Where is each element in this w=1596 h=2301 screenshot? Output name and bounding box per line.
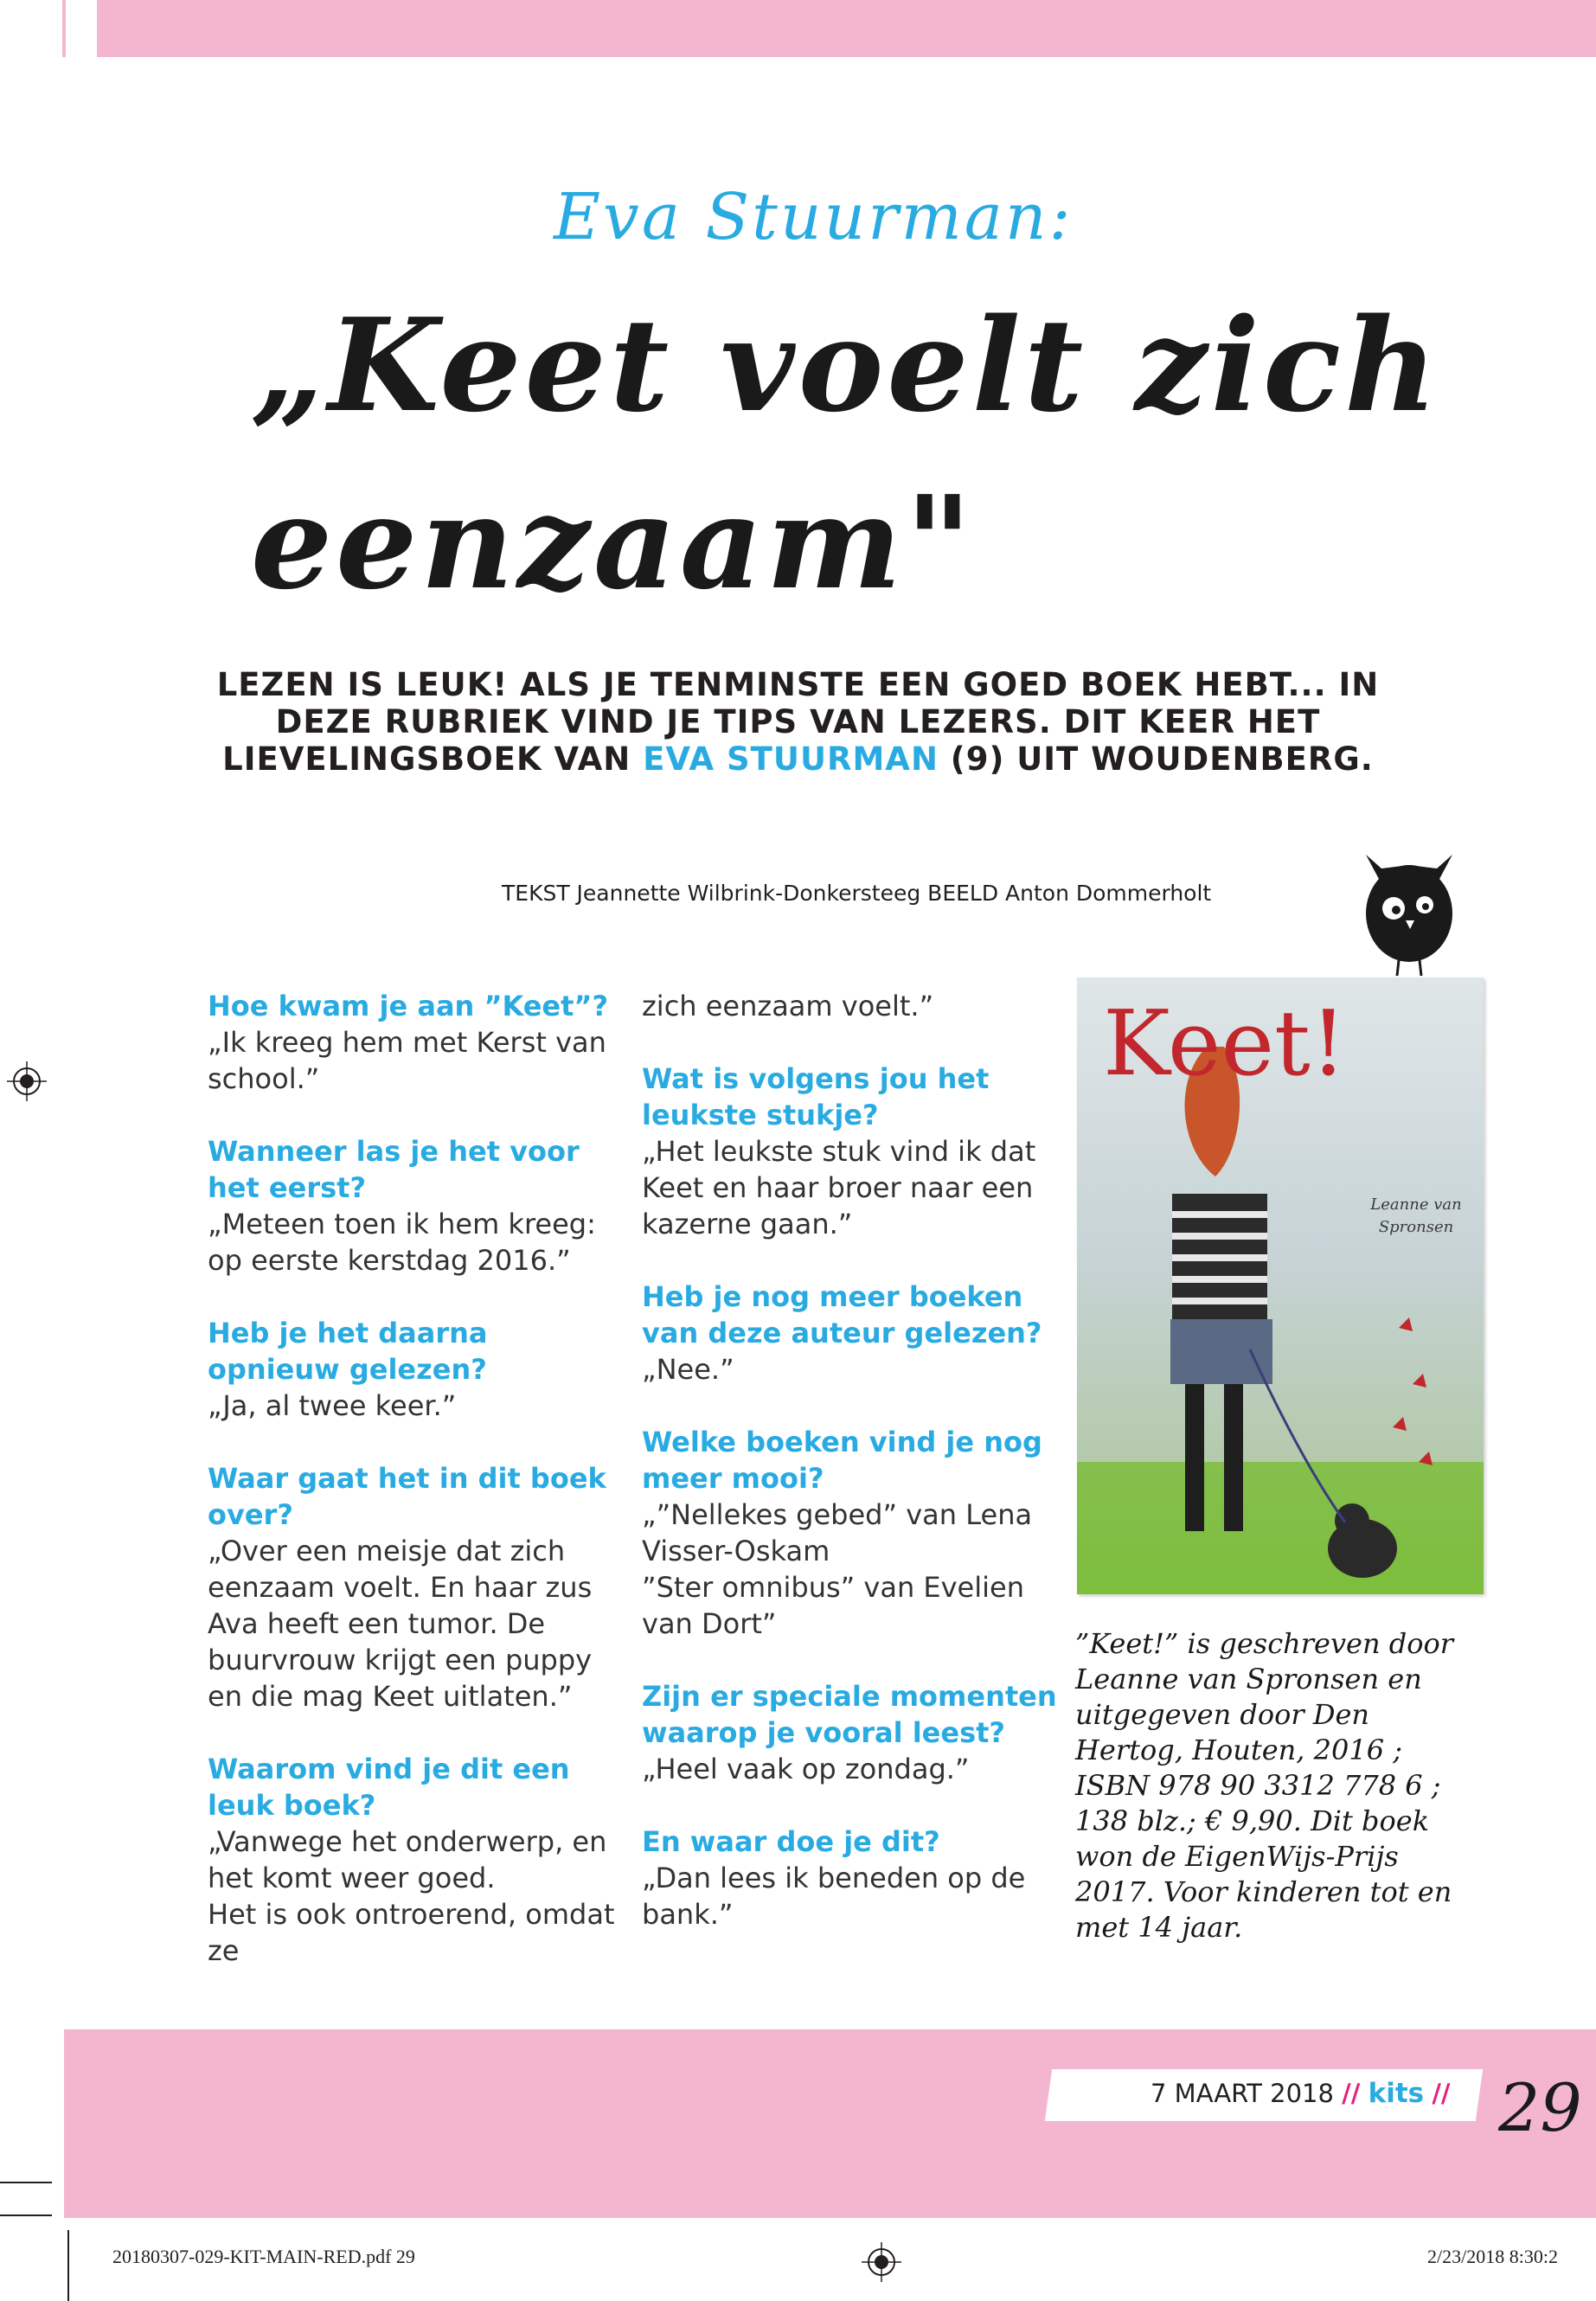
crop-mark — [67, 2230, 69, 2301]
headline-name: Eva Stuurman: — [554, 180, 1074, 254]
answer: „Ik kreeg hem met Kerst van school.” — [208, 1026, 606, 1095]
footer-separator: // — [1342, 2079, 1361, 2108]
top-pink-band — [97, 0, 1596, 57]
interview-column-2 — [642, 988, 1057, 1969]
answer: „Over een meisje dat zich eenzaam voelt. En haar zus Ava heeft een tumor. De buurvrouw krijgt een puppy en die mag Keet uitlaten.” — [208, 1535, 593, 1713]
answer: „Dan lees ik beneden op de bank.” — [642, 1862, 1026, 1931]
question: En waar doe je dit? — [642, 1825, 940, 1858]
credits-line: TEKST Jeannette Wilbrink-Donkersteeg BEELD Anton Dommerholt — [502, 881, 1212, 906]
book-caption: ”Keet!” is geschreven door Leanne van Spronsen en uitgegeven door Den Hertog, Houten, 2016 ; ISBN 978 90 3312 778 6 ; 138 blz.; € 9,90. Dit boek won de EigenWijs-Prijs 2017. Voor kinderen tot en met 14 jaar. — [1075, 1627, 1454, 1944]
book-cover-title: Keet! — [1103, 990, 1347, 1096]
registration-mark-icon — [7, 1061, 47, 1101]
answer: „Het leukste stuk vind ik dat Keet en haar broer naar een kazerne gaan.” — [642, 1135, 1036, 1240]
intro-part-1: LEZEN IS LEUK! ALS JE TENMINSTE EEN GOED BOEK HEBT... IN DEZE RUBRIEK VIND JE TIPS VAN LEZERS. DIT KEER HET LIEVELINGSBOEK VAN — [216, 666, 1380, 778]
bottom-pink-band — [64, 2029, 1596, 2218]
top-bleed-mark — [62, 0, 66, 57]
headline-quote: „Keet voelt zich eenzaam" — [251, 290, 1441, 618]
intro-highlight-name: EVA STUURMAN — [643, 740, 939, 778]
footer-date: 7 MAART 2018 — [1151, 2079, 1334, 2108]
footer-dateline — [1151, 2078, 1451, 2109]
answer: „Meteen toen ik hem kreeg: op eerste kerstdag 2016.” — [208, 1208, 596, 1277]
question: Heb je nog meer boeken van deze auteur gelezen? — [642, 1280, 1042, 1349]
crop-mark — [0, 2182, 52, 2183]
page-number: 29 — [1498, 2069, 1582, 2146]
answer: „Heel vaak op zondag.” — [642, 1753, 970, 1785]
answer: „Vanwege het onderwerp, en het komt weer goed. Het is ook ontroerend, omdat ze — [208, 1825, 615, 1967]
interview-column-1 — [208, 988, 627, 2005]
owl-illustration-icon — [1354, 839, 1465, 977]
question: Wanneer las je het voor het eerst? — [208, 1135, 580, 1204]
question: Zijn er speciale momenten waarop je vooral leest? — [642, 1680, 1057, 1749]
book-cover-author: Leanne van Spronsen — [1370, 1195, 1462, 1236]
answer: „Ja, al twee keer.” — [208, 1389, 457, 1422]
slug-timestamp: 2/23/2018 8:30:2 — [1427, 2246, 1558, 2267]
question: Wat is volgens jou het leukste stukje? — [642, 1062, 990, 1131]
question: Heb je het daarna opnieuw gelezen? — [208, 1317, 488, 1386]
answer-continuation: zich eenzaam voelt.” — [642, 990, 934, 1022]
slug-filename: 20180307-029-KIT-MAIN-RED.pdf 29 — [112, 2246, 415, 2267]
question: Welke boeken vind je nog meer mooi? — [642, 1426, 1042, 1495]
crop-mark — [0, 2214, 52, 2216]
question: Waar gaat het in dit boek over? — [208, 1462, 606, 1531]
registration-mark-icon — [862, 2242, 901, 2282]
question: Waarom vind je dit een leuk boek? — [208, 1753, 570, 1822]
footer-separator: // — [1432, 2079, 1451, 2108]
intro-part-2: (9) UIT WOUDENBERG. — [938, 740, 1374, 778]
intro-text — [216, 666, 1380, 778]
answer: „Nee.” — [642, 1353, 734, 1386]
answer: „”Nellekes gebed” van Lena Visser-Oskam ”Ster omnibus” van Evelien van Dort” — [642, 1498, 1033, 1640]
question: Hoe kwam je aan ”Keet”? — [208, 990, 609, 1022]
footer-brand: kits — [1368, 2078, 1425, 2109]
